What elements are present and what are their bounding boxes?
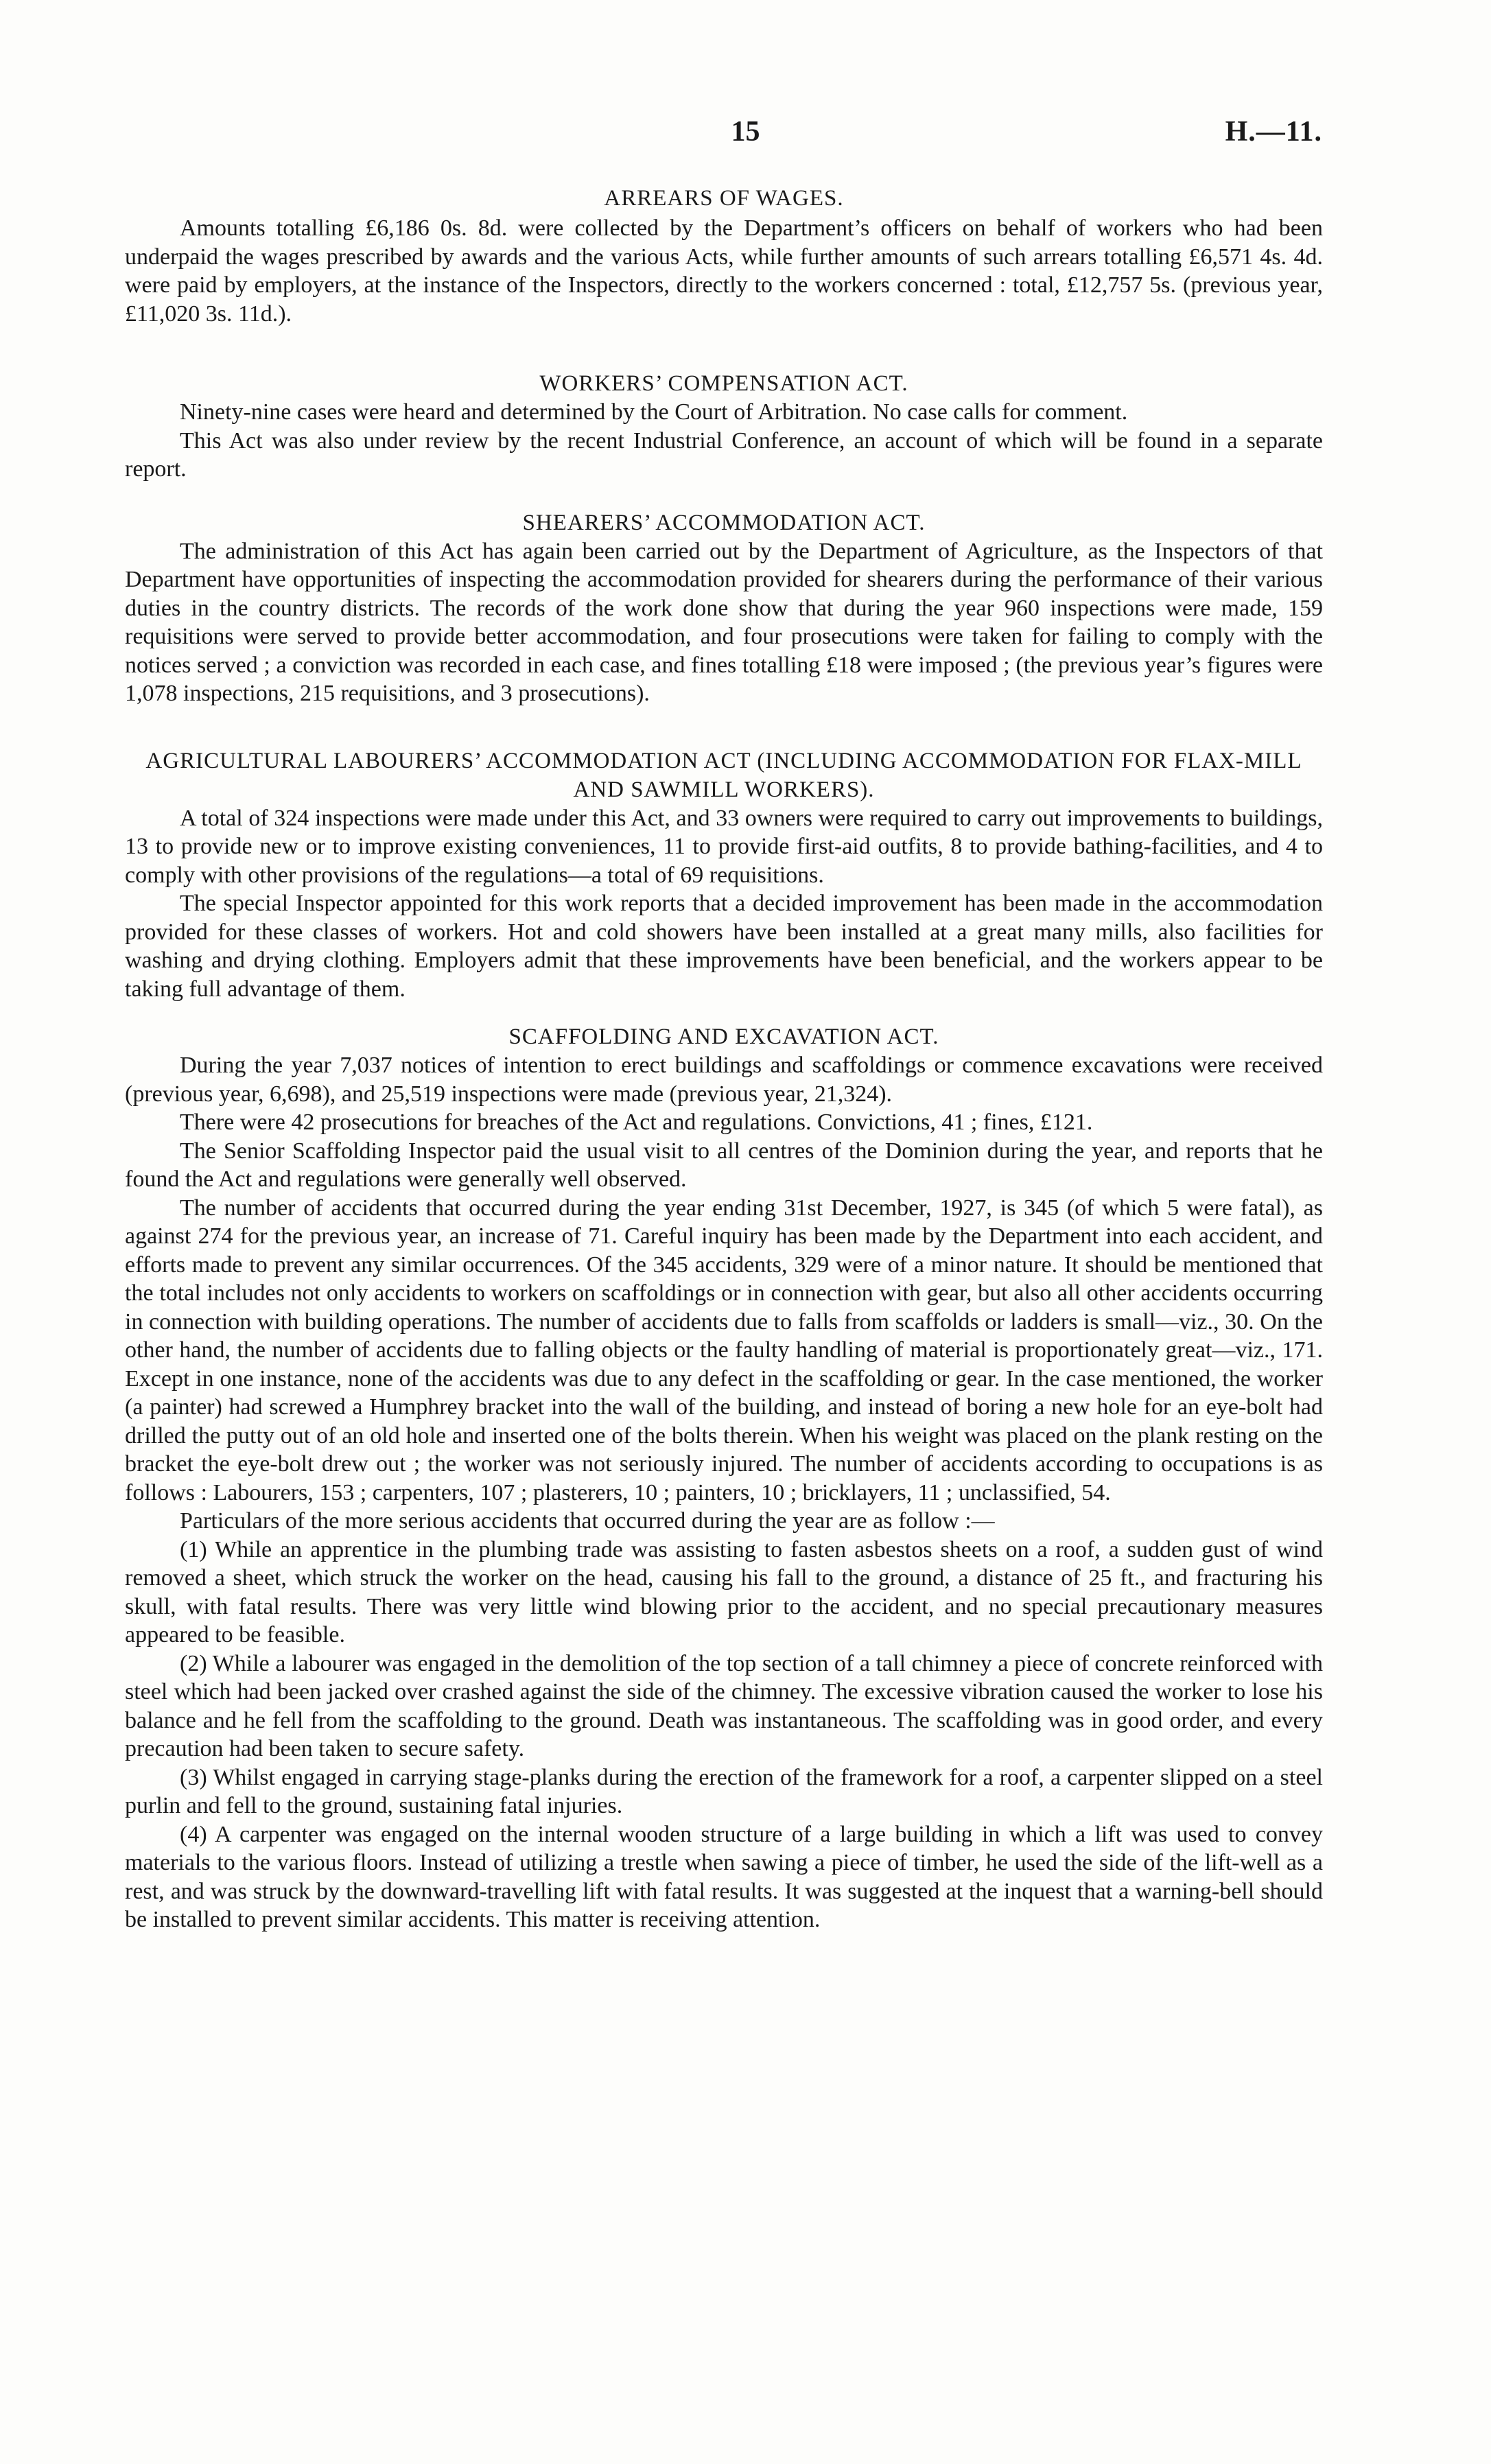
paragraph: Particulars of the more serious accidents that occurred during the year are as follow :— bbox=[180, 1508, 995, 1534]
paragraph: The administration of this Act has again been carried out by the Department of Agriculture, as the Inspectors of that Department have opportunities of inspecting the accommodation provided for shearers during the performance of their various duties in the country districts. The records of the work done show that during the year 960 inspections were made, 159 requisitions were served to provide better accommodation, and four prosecutions were taken for failing to comply with the notices served ; a conviction was recorded in each case, and fines totalling £18 were imposed ; (the previous year’s figures were 1,078 inspections, 215 requisitions, and 3 prosecutions). bbox=[125, 538, 1323, 706]
paragraph: There were 42 prosecutions for breaches of the Act and regulations. Convictions, 41 ; fines, £121. bbox=[180, 1110, 1093, 1135]
paragraph: Ninety-nine cases were heard and determined by the Court of Arbitration. No case calls for comment. bbox=[180, 399, 1128, 425]
section-heading: WORKERS’ COMPENSATION ACT. bbox=[539, 371, 908, 396]
accident-item-2: (2) While a labourer was engaged in the demolition of the top section of a tall chimney a piece of concrete reinforced with steel which had been jacked over crashed against the side of the chimney. The excessive vibration caused the worker to lose his balance and he fell from the scaffolding to the ground. Death was instantaneous. The scaffolding was in good order, and every precaution had been taken to secure safety. bbox=[125, 1650, 1323, 1761]
paragraph: The Senior Scaffolding Inspector paid the usual visit to all centres of the Dominion during the year, and reports that he found the Act and regulations were generally well observed. bbox=[125, 1138, 1323, 1192]
document-reference: H.—11. bbox=[1225, 116, 1322, 148]
page-content bbox=[125, 184, 1323, 1934]
paragraph: The number of accidents that occurred during the year ending 31st December, 1927, is 345 (of which 5 were fatal), as against 274 for the previous year, an increase of 71. Careful inquiry has been made by the Department into each accident, and efforts made to prevent any similar occurrences. Of the 345 accidents, 329 were of a minor nature. It should be mentioned that the total includes not only accidents to workers on scaffoldings or in connection with gear, but also all other accidents occurring in connection with building operations. The number of accidents due to falls from scaffolds or ladders is small—viz., 30. On the other hand, the number of accidents due to falling objects or the faulty handling of material is proportionately great—viz., 171. Except in one instance, none of the accidents was due to any defect in the scaffolding or gear. In the case mentioned, the worker (a painter) had screwed a Humphrey bracket into the wall of the building, and instead of boring a new hole for an eye-bolt had drilled the putty out of an old hole and inserted one of the bolts therein. When his weight was placed on the plank resting on the bracket the eye-bolt drew out ; the worker was not seriously injured. The number of accidents according to occupations is as follows : Labourers, 153 ; carpenters, 107 ; plasterers, 10 ; painters, 10 ; bricklayers, 11 ; unclassified, 54. bbox=[125, 1195, 1323, 1505]
section-heading: SHEARERS’ ACCOMMODATION ACT. bbox=[522, 510, 926, 535]
section-arrears-of-wages bbox=[125, 184, 1323, 328]
accident-item-1: (1) While an apprentice in the plumbing trade was assisting to fasten asbestos sheets on a roof, a sudden gust of wind removed a sheet, which struck the worker on the head, causing his fall to the ground, a distance of 25 ft., and fracturing his skull, with fatal results. There was very little wind blowing prior to the accident, and no special precautionary measures appeared to be feasible. bbox=[125, 1536, 1323, 1647]
section-heading: AGRICULTURAL LABOURERS’ ACCOMMODATION ACT (INCLUDING ACCOMMODATION FOR FLAX-MILL AND SAWMILL WORKERS). bbox=[145, 748, 1302, 802]
section-workers-compensation-act bbox=[125, 369, 1323, 484]
accident-item-4: (4) A carpenter was engaged on the internal wooden structure of a large building in which a lift was used to convey materials to the various floors. Instead of utilizing a trestle when sawing a piece of timber, he used the side of the lift-well as a rest, and was struck by the downward-travelling lift with fatal results. It was suggested at the inquest that a warning-bell should be installed to prevent similar accidents. This matter is receiving attention. bbox=[125, 1821, 1323, 1932]
section-heading: ARREARS OF WAGES. bbox=[604, 186, 844, 211]
section-shearers-accommodation-act bbox=[125, 508, 1323, 708]
paragraph: This Act was also under review by the recent Industrial Conference, an account of which will be found in a separate report. bbox=[125, 427, 1323, 482]
section-heading: SCAFFOLDING AND EXCAVATION ACT. bbox=[508, 1024, 939, 1049]
paragraph: The special Inspector appointed for this work reports that a decided improvement has been made in the accommodation provided for these classes of workers. Hot and cold showers have been installed at a great many mills, also facilities for washing and drying clothing. Employers admit that these improvements have been beneficial, and the workers appear to be taking full advantage of them. bbox=[125, 891, 1323, 1002]
section-agricultural-labourers-accommodation-act bbox=[125, 747, 1323, 1004]
section-scaffolding-and-excavation-act bbox=[125, 1022, 1323, 1934]
paragraph: Amounts totalling £6,186 0s. 8d. were collected by the Department’s officers on behalf of workers who had been underpaid the wages prescribed by awards and the various Acts, while further amounts of such arrears totalling £6,571 4s. 4d. were paid by employers, at the instance of the Inspectors, directly to the workers concerned : total, £12,757 5s. (previous year, £11,020 3s. 11d.). bbox=[125, 215, 1323, 327]
paragraph: During the year 7,037 notices of intention to erect buildings and scaffoldings or commence excavations were received (previous year, 6,698), and 25,519 inspections were made (previous year, 21,324). bbox=[125, 1053, 1323, 1107]
accident-item-3: (3) Whilst engaged in carrying stage-planks during the erection of the framework for a roof, a carpenter slipped on a steel purlin and fell to the ground, sustaining fatal injuries. bbox=[125, 1764, 1323, 1818]
paragraph: A total of 324 inspections were made under this Act, and 33 owners were required to carry out improvements to buildings, 13 to provide new or to improve existing conveniences, 11 to provide first-aid outfits, 8 to provide bathing-facilities, and 4 to comply with other provisions of the regulations—a total of 69 requisitions. bbox=[125, 805, 1323, 888]
page-number: 15 bbox=[731, 116, 760, 148]
